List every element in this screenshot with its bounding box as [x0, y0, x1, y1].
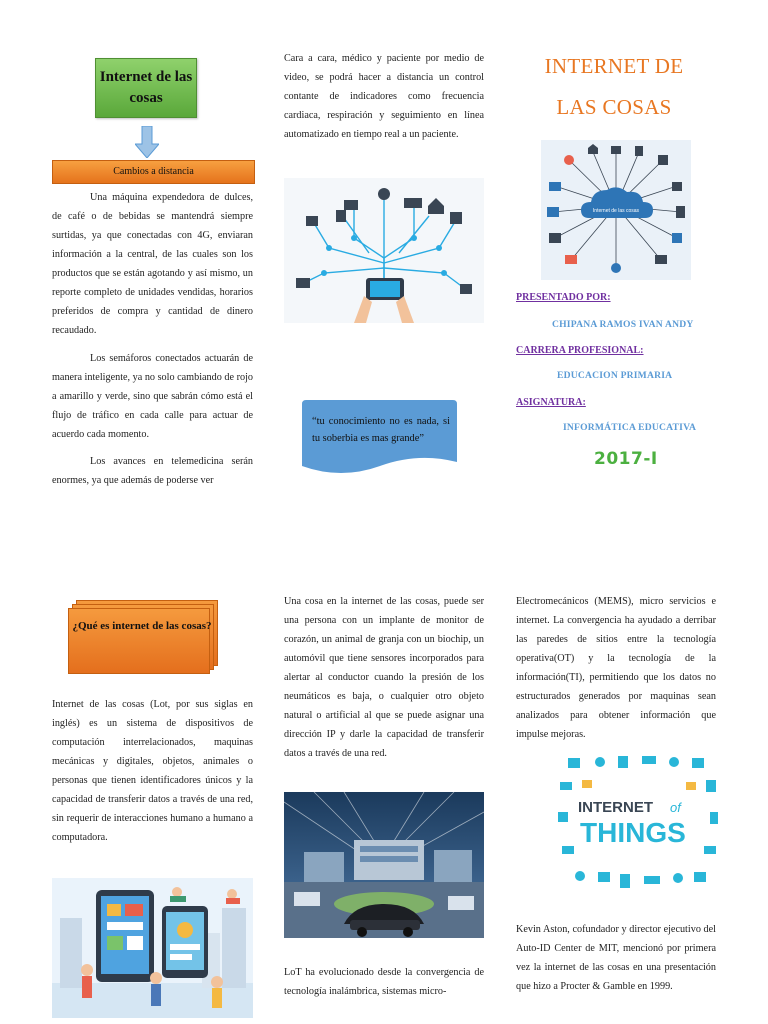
- presented-by-value: CHIPANA RAMOS IVAN ANDY: [552, 319, 694, 330]
- arrow-down-icon: [135, 126, 159, 158]
- main-title-line2: LAS COSAS: [556, 95, 672, 119]
- paragraph-lot-evolution: LoT ha evolucionado desde la convergencia de tecnología inalámbrica, sistemas micro-: [284, 967, 484, 997]
- year-label: 2017-I: [594, 449, 658, 469]
- career-value: EDUCACION PRIMARIA: [557, 370, 673, 381]
- people-devices-illustration: [52, 878, 253, 1018]
- network-hand-illustration: [284, 178, 484, 323]
- title-box: [95, 58, 197, 118]
- cloud-network-illustration: [541, 140, 691, 280]
- paragraph-definition: Internet de las cosas (Lot, por sus siglas en inglés) es un sistema de dispositivos de computación interrelacionados, maquinas mecánicas y digitales, objetos, animales o personas que tienen identificadores únicos y la capacidad de transferir datos a través de una red, sin requerir de interacciones humano a humano a computadora.: [52, 699, 253, 843]
- career-label: CARRERA PROFESIONAL:: [516, 345, 644, 356]
- paragraph-telemedicine: Los avances en telemedicina serán enormes, ya que además de poderse ver: [52, 456, 253, 486]
- iot-word-internet: INTERNET: [578, 799, 653, 816]
- paragraph-convergence: Electromecánicos (MEMS), micro servicios e internet. La convergencia ha ayudado a derribar las paredes de sitios entre la tecnología operativa(OT) y la tecnología de la información(TI), permitiendo que los datos no estructurados generados por maquinas sean analizados para obtener información que impulse mejoras.: [516, 596, 716, 740]
- paragraph-vending: Una máquina expendedora de dulces, de café o de bebidas se mantendrá siempre surtidas, ya que conectadas con 4G, enviaran información a la central, de las cuales son los productos que se están agotando y así mismo, un reporte completo de unidades vendidas, horarios preferidos de compra y cantidad de dinero recaudado.: [52, 192, 253, 336]
- section-header-cambios: Cambios a distancia: [52, 160, 255, 184]
- section-header-que-es-text: ¿Qué es internet de las cosas?: [72, 620, 212, 632]
- paragraph-video-medicine: Cara a cara, médico y paciente por medio de video, se podrá hacer a distancia un control contante de indicadores como frecuencia cardiaca, respiración y seguimiento en línea automatizado en tiempo real a un paciente.: [284, 53, 484, 140]
- title-box-text: Internet de las cosas: [99, 69, 193, 106]
- cloud-label: Internet de las cosas: [592, 208, 640, 214]
- smart-city-illustration: [284, 792, 484, 938]
- subject-label: ASIGNATURA:: [516, 397, 586, 408]
- iot-word-of: of: [670, 800, 681, 815]
- quote-text: “tu conocimiento no es nada, si tu soberbia es mas grande”: [312, 416, 450, 444]
- paragraph-traffic-lights: Los semáforos conectados actuarán de manera inteligente, ya no solo cambiando de rojo a amarillo y verde, sino que sabrán cómo está el flujo de tráfico en cada calle para actuar de acuerdo cada momento.: [52, 353, 253, 440]
- presented-by-label: PRESENTADO POR:: [516, 292, 611, 303]
- iot-word-things: THINGS: [580, 817, 686, 848]
- main-title-line1: INTERNET DE: [544, 54, 684, 78]
- paragraph-kevin-aston: Kevin Aston, cofundador y director ejecutivo del Auto-ID Center de MIT, mencionó por primera vez la internet de las cosas en una presentación que hizo a Procter & Gamble en 1999.: [516, 924, 716, 992]
- paragraph-iot-thing: Una cosa en la internet de las cosas, puede ser una persona con un implante de monitor de corazón, un animal de granja con un biochip, un automóvil que tiene sensores incorporados para alertar al conductor cuando la presión de los neumáticos es baja, o cualquier otro objeto natural o artificial al que se puede asignar una dirección IP y darle la capacidad de transferir datos a través de una red.: [284, 596, 484, 759]
- section-header-que-es: [68, 600, 216, 672]
- internet-of-things-illustration: [556, 752, 720, 894]
- subject-value: INFORMÁTICA EDUCATIVA: [563, 422, 697, 433]
